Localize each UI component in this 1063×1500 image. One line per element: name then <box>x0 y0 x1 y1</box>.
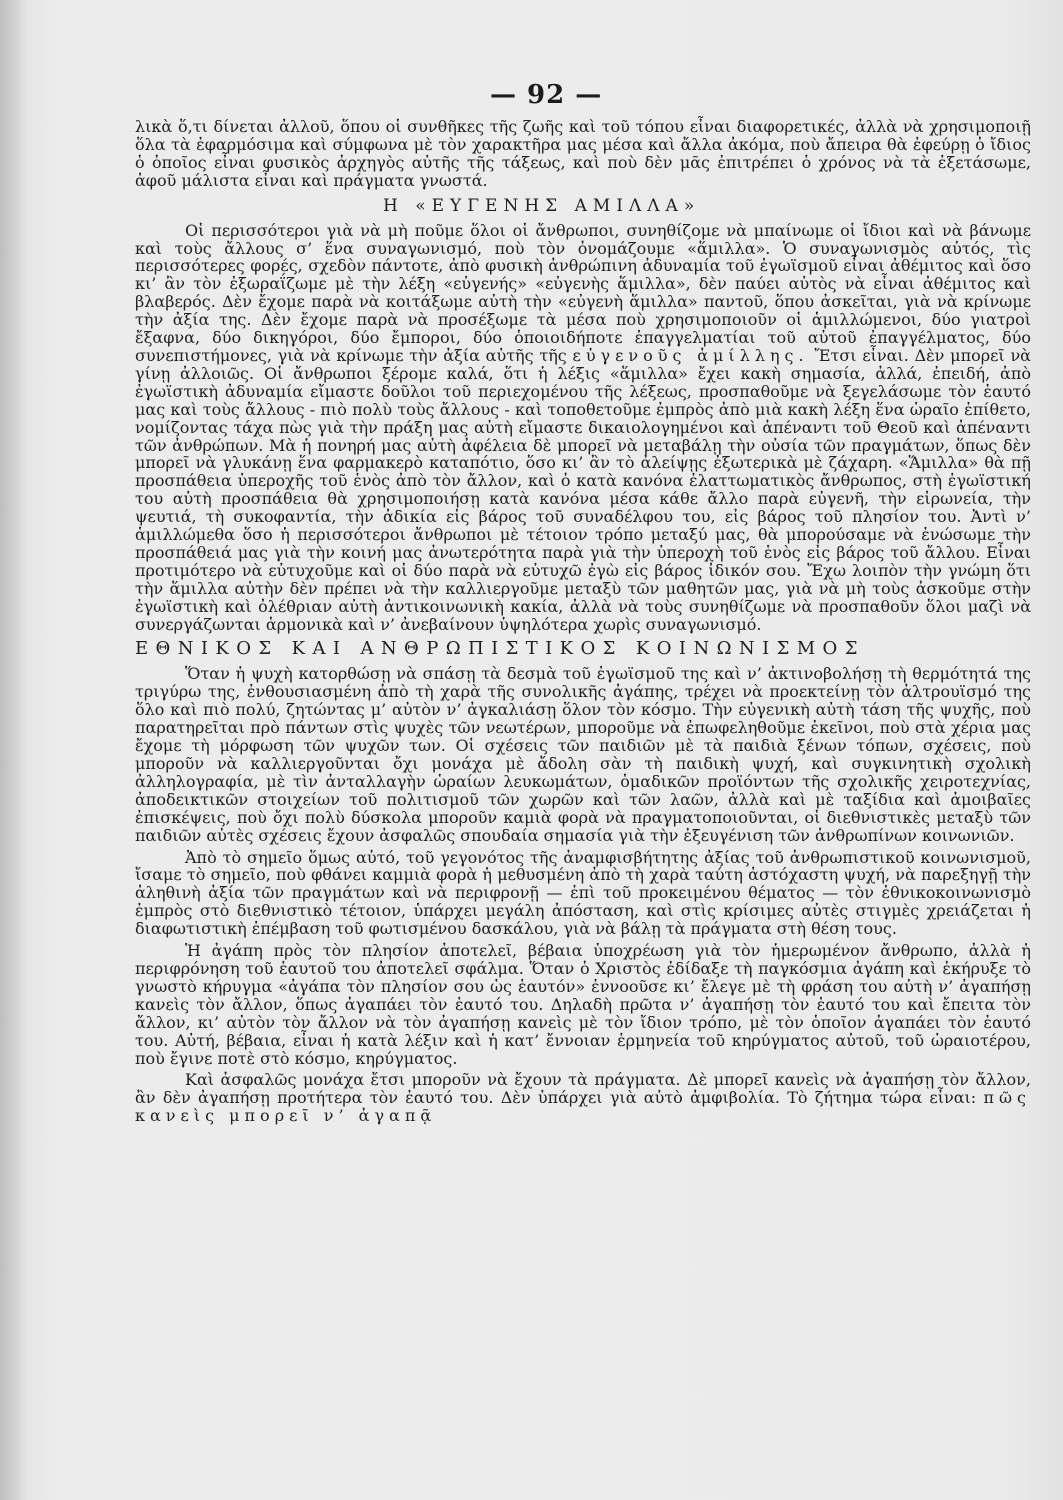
section-2-paragraph-3: Ἡ ἀγάπη πρὸς τὸν πλησίον ἀποτελεῖ, βέβαια ὑποχρέωση γιὰ τὸν ἡμερωμένον ἄνθρωπο, ἀλλὰ ἡ περιφρόνηση τοῦ ἑαυτοῦ του ἀποτελεῖ σφάλμα. Ὅταν ὁ Χριστὸς ἐδίδαξε τὴ παγκόσμια ἀγάπη καὶ ἐκήρυξε τὸ γνωστὸ κήρυγμα «ἀγάπα τὸν πλησίον σου ὡς ἑαυτόν» ἐννοοῦσε κι’ ἔλεγε μὲ τὴ φράση του αὐτὴ ν’ ἀγαπήσῃ κανεὶς τὸν ἄλλον, ὅπως ἀγαπάει τὸν ἑαυτό του. Δηλαδὴ πρῶτα ν’ ἀγαπήσῃ τὸν ἑαυτό του καὶ ἔπειτα τὸν ἄλλον, κι’ αὐτὸν τὸν ἄλλον νὰ τὸν ἀγαπήσῃ κανεὶς μὲ τὸν ἴδιον τρόπο, μὲ τὸν ὁποῖον ἀγαπάει τὸν ἑαυτό του. Αὐτή, βέβαια, εἶναι ἡ κατὰ λέξιν καὶ ἡ κατ’ ἔννοιαν ἑρμηνεία τοῦ κηρύγματος αὐτοῦ, τοῦ ὡραιοτέρου, ποὺ ἔγινε ποτὲ στὸ κόσμο, κηρύγματος. <box>135 941 1031 1068</box>
section-2-paragraph-1: Ὅταν ἡ ψυχὴ κατορθώσῃ νὰ σπάσῃ τὰ δεσμὰ τοῦ ἐγωϊσμοῦ της καὶ ν’ ἀκτινοβολήσῃ τὴ θερμότητά της τριγύρω της, ἐνθουσιασμένη ἀπὸ τὴ χαρὰ τῆς συνολικῆς ἀγάπης, τρέχει νὰ προεκτείνῃ τὸν ἀλτρουϊσμό της ὅλο καὶ πιὸ πολύ, ζητώντας μ’ αὐτὸν ν’ ἀγκαλιάσῃ ὅλον τὸν κόσμο. Τὴν εὐγενικὴ αὐτὴ τάση τῆς ψυχῆς, ποὺ παρατηρεῖται πρὸ πάντων στὶς ψυχὲς τῶν νεωτέρων, μποροῦμε νὰ ἐπωφεληθοῦμε ἐκεῖνοι, ποὺ στὰ χέρια μας ἔχομε τὴ μόρφωση τῶν ψυχῶν των. Οἱ σχέσεις τῶν παιδιῶν μὲ τὰ παιδιὰ ξένων τόπων, σχέσεις, ποὺ μποροῦν νὰ καλλιεργοῦνται ὄχι μονάχα μὲ ἄδολη σὰν τὴ παιδικὴ ψυχή, καὶ συγκινητικὴ σχολικὴ ἀλληλογραφία, μὲ τὶν ἀνταλλαγὴν ὡραίων λευκωμάτων, ὁμαδικῶν προϊόντων τῆς σχολικῆς χειροτεχνίας, ἀποδεικτικῶν στοιχείων τοῦ πολιτισμοῦ τῶν χωρῶν καὶ τῶν λαῶν, ἀλλὰ καὶ μὲ ταξίδια καὶ ἀμοιβαῖες ἐπισκέψεις, ποὺ ὄχι πολὺ δύσκολα μποροῦν καμιὰ φορὰ νὰ πραγματοποιοῦνται, οἱ διεθνιστικὲς μεταξὺ τῶν παιδιῶν αὐτὲς σχέσεις ἔχουν ἀσφαλῶς σπουδαία σημασία γιὰ τὴν ἐξευγένιση τῶν ἀνθρωπίνων κοινωνιῶν. <box>135 664 1031 845</box>
section-2-paragraph-4 <box>135 1071 1031 1125</box>
section-1-paragraph-1 <box>135 222 1031 634</box>
section-heading-ethnikos-koinonismos: ΕΘΝΙΚΟΣ ΚΑΙ ΑΝΘΡΩΠΙΣΤΙΚΟΣ ΚΟΙΝΩΝΙΣΜΟΣ <box>135 638 865 660</box>
section-1-paragraph-1-text: Οἱ περισσότεροι γιὰ νὰ μὴ ποῦμε ὅλοι οἱ ἄνθρωποι, συνηθίζομε νὰ μπαίνωμε οἱ ἴδιοι καὶ νὰ βάνωμε καὶ τοὺς ἄλλους σ’ ἕνα συναγωνισμό, ποὺ τὸν ὀνομάζουμε «ἅμιλλα». Ὁ συναγωνισμὸς αὐτός, τὶς περισσότερες φορές, σχεδὸν πάντοτε, ἀπὸ φυσικὴ ἀνθρώπινη ἀδυναμία τοῦ ἐγωϊσμοῦ εἶναι ἀθέμιτος καὶ ὅσο κι’ ἂν τὸν ἐξωραΐζωμε μὲ τὴν λέξη «εὐγενής» «εὐγενὴς ἅμιλλα», δὲν παύει αὐτὸς νὰ εἶναι ἀθέμιτος καὶ βλαβερός. Δὲν ἔχομε παρὰ νὰ κοιτάξωμε αὐτὴ τὴν «εὐγενὴ ἅμιλλα» παντοῦ, ὅπου ἀσκεῖται, γιὰ νὰ κρίνωμε τὴν ἀξία της. Δὲν ἔχομε παρὰ νὰ προσέξωμε τὰ μέσα ποὺ χρησιμοποιοῦν οἱ ἁμιλλώμενοι, δύο γιατροὶ ἔξαφνα, δύο δικηγόροι, δύο ἔμποροι, δύο ὁποιοιδήποτε ἐπαγγελματίαι τοῦ αὐτοῦ ἐπαγγέλματος, δύο συνεπιστήμονες, γιὰ νὰ κρίνωμε τὴν ἀξία αὐτῆς τῆς <box>135 220 1031 365</box>
page-body <box>135 118 1031 1125</box>
section-2-spaced-phrase: πῶς κανεὶς μπορεῖ ν’ ἀγαπᾷ <box>135 1088 1032 1126</box>
section-2-paragraph-4-text: Καὶ ἀσφαλῶς μονάχα ἔτσι μποροῦν νὰ ἔχουν τὰ πράγματα. Δὲ μπορεῖ κανεὶς νὰ ἀγαπήσῃ τὸν ἄλλον, ἂν δὲν ἀγαπήσῃ προτήτερα τὸν ἑαυτό του. Δὲν ὑπάρχει γιὰ αὐτὸ ἀμφιβολία. Τὸ ζήτημα τώρα εἶναι: <box>135 1070 1031 1108</box>
section-1-spaced-phrase: εὐγενοῦς ἁμίλλης. <box>572 345 809 365</box>
section-2-paragraph-2: Ἀπὸ τὸ σημεῖο ὅμως αὐτό, τοῦ γεγονότος τῆς ἀναμφισβήτητης ἀξίας τοῦ ἀνθρωπιστικοῦ κοινωνισμοῦ, ἴσαμε τὸ σημεῖο, ποὺ φθάνει καμμιὰ φορὰ ἡ μεθυσμένη ἀπὸ τὴ χαρὰ ταύτη ἀστόχαστη ψυχή, νὰ παρεξηγῇ τὴν ἀληθινὴ ἀξία τῶν πραγμάτων καὶ νὰ περιφρονῇ — ἐπὶ τοῦ προκειμένου θέματος — τὸν ἐθνικοκοινωνισμὸ ἐμπρὸς στὸ διεθνιστικὸ τέτοιον, ὑπάρχει μεγάλη ἀπόσταση, καὶ στὶς κρίσιμες αὐτὲς στιγμὲς χρειάζεται ἡ διαφωτιστικὴ ἐπέμβαση τοῦ φωτισμένου δασκάλου, γιὰ νὰ βάλῃ τὰ πράγματα στὴ θέση τους. <box>135 847 1031 939</box>
section-1-paragraph-1-continuation: Ἔτσι εἶναι. Δὲν μπορεῖ νὰ γίνῃ ἀλλοιῶς. Οἱ ἄνθρωποι ξέρομε καλά, ὅτι ἡ λέξις «ἅμιλλα» ἔχει κακὴ σημασία, ἀλλά, ἐπειδή, ἀπὸ ἐγωϊστικὴ ἀδυναμία εἴμαστε δοῦλοι τοῦ περιεχομένου τῆς λέξεως, προσπαθοῦμε νὰ ξεγελάσωμε τὸν ἑαυτό μας καὶ τοὺς ἄλλους - πιὸ πολὺ τοὺς ἄλλους - καὶ τοποθετοῦμε ἐμπρὸς ἀπὸ μιὰ κακὴ λέξη ἕνα ὡραῖο ἐπίθετο, νομίζοντας τάχα πὼς γιὰ τὴν πράξη μας αὐτὴ εἴμαστε δικαιολογημένοι καὶ ἀπέναντι τοῦ Θεοῦ καὶ ἀπέναντι τῶν ἀνθρώπων. Μὰ ἡ πονηρή μας αὐτὴ ἀφέλεια δὲ μπορεῖ νὰ μεταβάλῃ τὴν οὐσία τῶν πραγμάτων, ὅπως δὲν μπορεῖ νὰ γλυκάνῃ ἕνα φαρμακερὸ καταπότιο, ὅσο κι’ ἂν τὸ ἀλείψῃς ἐξωτερικὰ μὲ ζάχαρη. «Ἅμιλλα» θὰ πῇ προσπάθεια ὑπεροχῆς τοῦ ἑνὸς ἀπὸ τὸν ἄλλον, καὶ ὁ κατὰ κανόνα ἐλαττωματικὸς ἄνθρωπος, στὴ ἐγωϊστική του αὐτὴ προσπάθεια θὰ χρησιμοποιήσῃ κατὰ κανόνα μέσα κάθε ἄλλο παρὰ εὐγενῆ, τὴν εἰρωνεία, τὴν ψευτιά, τὴ συκοφαντία, τὴν ἀδικία εἰς βάρος τοῦ συναδέλφου του, εἰς βάρος τοῦ πλησίον του. Ἀντὶ ν’ ἁμιλλώμεθα ὅσο ἡ περισσότεροι ἄνθρωποι μὲ τέτοιον τρόπο μεταξύ μας, θὰ μπορούσαμε νὰ ἑνώσωμε τὴν προσπάθειά μας γιὰ τὴν κοινή μας ἀνωτερότητα παρὰ γιὰ τὴν ὑπεροχὴ τοῦ ἑνὸς εἰς βάρος τοῦ ἄλλου. Εἶναι προτιμότερο νὰ εὐτυχοῦμε καὶ οἱ δύο παρὰ νὰ εὐτυχῶ ἐγὼ εἰς βάρος ἰδικόν σου. Ἔχω λοιπὸν τὴν γνώμη ὅτι τὴν ἅμιλλα αὐτὴν δὲν πρέπει νὰ τὴν καλλιεργοῦμε μεταξὺ τῶν μαθητῶν μας, γιὰ νὰ μὴ τοὺς ἀσκοῦμε στὴν ἐγωϊστικὴ καὶ ὀλέθριαν αὐτὴ ἀντικοινωνικὴ κακία, ἀλλὰ νὰ τοὺς συνηθίζωμε νὰ προσπαθοῦν ὅλοι μαζὶ νὰ συνεργάζωνται ἁρμονικὰ καὶ ν’ ἀνεβαίνουν ὑψηλότερα χωρὶς συναγωνισμό. <box>135 345 1031 634</box>
intro-paragraph: λικὰ ὅ,τι δίνεται ἀλλοῦ, ὅπου οἱ συνθῆκες τῆς ζωῆς καὶ τοῦ τόπου εἶναι διαφορετικές, ἀλλὰ νὰ χρησιμοποιῇ ὅλα τὰ ἐφαρμόσιμα καὶ σύμφωνα μὲ τὸν χαρακτῆρα μας μέσα καὶ ἄλλα ἀκόμα, ποὺ ἄπειρα θὰ ἐφεύρῃ ὁ ἴδιος ὁ ὁποῖος εἶναι φυσικὸς ἀρχηγὸς αὐτῆς τῆς τάξεως, καὶ ποὺ δὲν μᾶς ἐπιτρέπει ὁ χρόνος νὰ τὰ ἐξετάσωμε, ἀφοῦ μάλιστα εἶναι καὶ πράγματα γνωστά. <box>135 117 1031 190</box>
section-heading-eugenis-amilla: Η «ΕΥΓΕΝΗΣ ΑΜΙΛΛΑ» <box>383 195 701 216</box>
page-number: — 92 — <box>490 80 603 110</box>
